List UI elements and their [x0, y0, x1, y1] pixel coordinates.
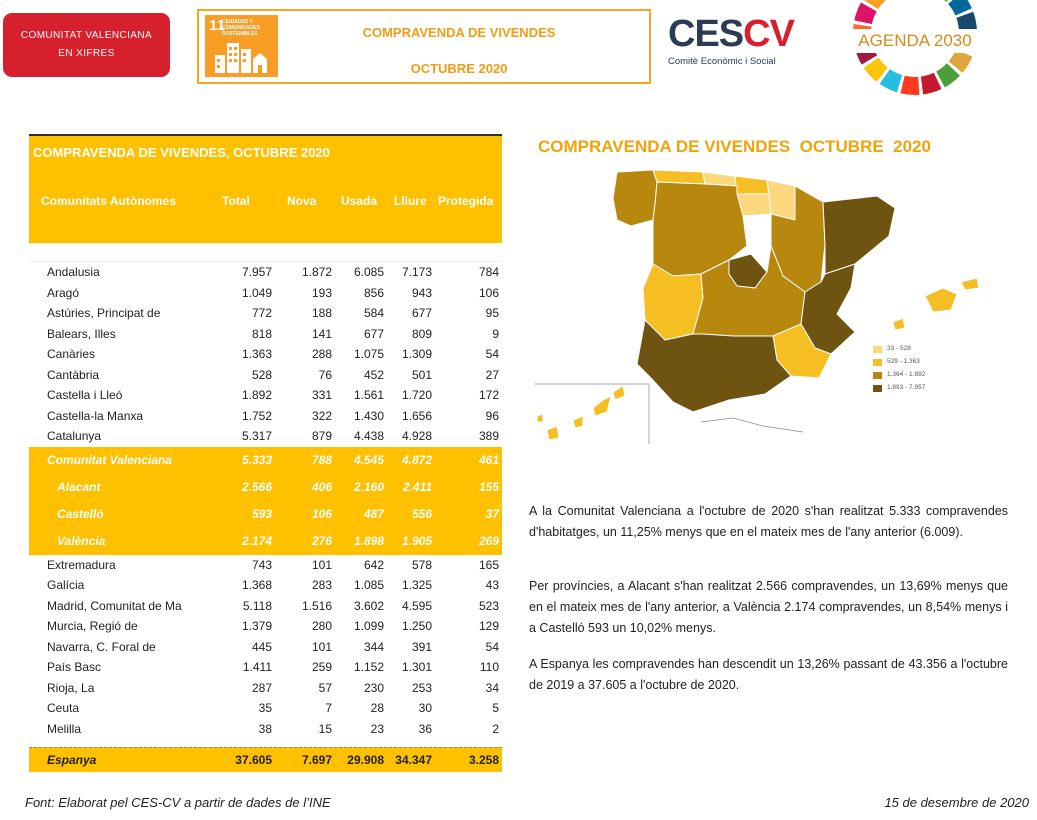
cell-usada: 29.908 — [347, 753, 384, 767]
region-pais-basc — [735, 176, 769, 194]
cell-nova: 406 — [311, 479, 332, 494]
row-name: Murcia, Regió de — [47, 619, 138, 633]
cell-protegida: 54 — [485, 639, 499, 654]
cell-total: 1.049 — [241, 285, 272, 300]
cell-usada: 1.430 — [353, 408, 384, 423]
cell-nova: 7.697 — [301, 753, 332, 767]
badge-line2: EN XIFRES — [58, 48, 115, 59]
cescv-letters-ce: CE — [668, 13, 719, 55]
cell-usada: 1.085 — [353, 578, 384, 592]
row-name: València — [57, 533, 106, 548]
cell-usada: 230 — [363, 680, 384, 695]
table-row — [29, 474, 502, 501]
cell-total: 1.379 — [241, 619, 272, 633]
table-row — [29, 528, 502, 555]
cell-lliure: 1.309 — [401, 347, 432, 361]
region-canaries-2 — [573, 416, 583, 428]
table-title: COMPRAVENDA DE VIVENDES, OCTUBRE 2020 — [29, 134, 502, 168]
cell-total: 1.892 — [241, 388, 272, 402]
cell-protegida: 54 — [485, 347, 499, 361]
sdg-wheel-segment — [921, 73, 942, 95]
cell-total: 1.411 — [242, 660, 272, 674]
cell-total: 5.333 — [241, 452, 272, 467]
cell-total: 445 — [251, 639, 272, 654]
cell-nova: 276 — [311, 533, 332, 548]
table-row — [29, 426, 502, 447]
row-name: Navarra, C. Foral de — [47, 639, 156, 654]
header-title: COMPRAVENDA DE VIVENDES — [362, 25, 556, 40]
cell-lliure: 501 — [411, 367, 432, 382]
comunitat-valenciana-badge — [3, 13, 170, 77]
cell-total: 7.957 — [241, 265, 272, 279]
legend-label: 529 - 1.363 — [887, 358, 920, 365]
cell-protegida: 2 — [492, 721, 499, 736]
cell-nova: 188 — [311, 306, 332, 320]
cell-nova: 141 — [311, 326, 332, 341]
table-row — [29, 365, 502, 386]
row-name: Canàries — [47, 347, 96, 361]
cell-nova: 788 — [311, 452, 332, 467]
cell-usada: 584 — [363, 306, 384, 320]
cell-lliure: 1.301 — [401, 660, 432, 674]
cell-usada: 642 — [363, 557, 384, 572]
row-name: Ceuta — [47, 701, 80, 715]
cell-lliure: 943 — [411, 285, 432, 300]
table-row — [29, 406, 502, 427]
cell-protegida: 110 — [479, 660, 499, 674]
cell-total: 528 — [251, 367, 272, 382]
cell-lliure: 809 — [411, 326, 432, 341]
cell-lliure: 1.720 — [401, 388, 432, 402]
table-spacer — [29, 243, 502, 262]
cell-lliure: 4.595 — [401, 598, 432, 613]
cell-usada: 1.099 — [353, 619, 384, 633]
col-header-protegida: Protegida — [438, 194, 494, 208]
cell-lliure: 1.250 — [401, 619, 432, 633]
cell-nova: 57 — [318, 680, 332, 695]
cell-usada: 23 — [370, 721, 384, 736]
text-paragraph-2: Per províncies, a Alacant s'han realitzat 2.566 compravendes, un 13,69% menys que en el mateix mes de l'any anterior, a València 2.174 compravendes, un 8,54% menys i a Castelló 593 un 10,02% menys. — [529, 579, 1008, 635]
table-row — [29, 344, 502, 365]
row-name: Aragó — [47, 285, 80, 300]
region-canaries-5 — [537, 414, 543, 422]
table-row — [29, 657, 502, 678]
publication-date: 15 de desembre de 2020 — [884, 795, 1029, 810]
cell-protegida: 3.258 — [468, 753, 499, 767]
cell-protegida: 9 — [492, 326, 499, 341]
cell-protegida: 784 — [478, 265, 499, 279]
source-note: Font: Elaborat pel CES-CV a partir de dades de l’INE — [25, 795, 331, 810]
row-name: Castella i Lleó — [47, 388, 123, 402]
cell-protegida: 155 — [478, 479, 499, 494]
row-name: Galícia — [47, 578, 85, 592]
cell-protegida: 95 — [485, 306, 499, 320]
row-name: Andalusia — [47, 265, 100, 279]
cell-usada: 2.160 — [353, 479, 384, 494]
cell-protegida: 389 — [478, 429, 499, 443]
cell-lliure: 34.347 — [395, 753, 432, 767]
cell-protegida: 523 — [478, 598, 499, 613]
cell-nova: 15 — [318, 721, 332, 736]
header-title-box — [197, 9, 651, 84]
cell-total: 593 — [251, 506, 272, 521]
row-name: Comunitat Valenciana — [47, 452, 172, 467]
sdg-wheel-segment — [948, 0, 972, 15]
table-body-top — [29, 262, 502, 447]
north-africa-coast — [701, 418, 803, 432]
row-name: Cantàbria — [47, 367, 100, 382]
table-row — [29, 283, 502, 304]
cell-lliure: 391 — [411, 639, 432, 654]
row-name: Balears, Illes — [47, 326, 116, 341]
cell-lliure: 556 — [411, 506, 432, 521]
cell-usada: 3.602 — [353, 598, 384, 613]
table-row — [29, 262, 502, 283]
col-header-usada: Usada — [341, 194, 378, 208]
cell-nova: 322 — [311, 408, 332, 423]
cell-protegida: 96 — [485, 408, 499, 423]
cell-nova: 193 — [311, 285, 332, 300]
table-row — [29, 637, 502, 658]
legend-swatch — [873, 346, 882, 353]
cell-usada: 4.438 — [353, 429, 384, 443]
cell-protegida: 269 — [478, 533, 499, 548]
row-name: País Basc — [47, 660, 102, 674]
badge-line1: COMUNITAT VALENCIANA — [20, 30, 153, 41]
legend-swatch — [873, 372, 882, 379]
region-canaries-4 — [613, 386, 625, 400]
region-balears-menorca — [961, 278, 979, 290]
region-catalunya — [823, 196, 895, 274]
cell-usada: 1.075 — [353, 347, 384, 361]
cell-protegida: 172 — [478, 388, 499, 402]
table-row — [29, 447, 502, 474]
cell-usada: 856 — [363, 285, 384, 300]
row-name: Alacant — [57, 479, 101, 494]
cell-lliure: 36 — [418, 721, 432, 736]
cell-total: 1.363 — [241, 347, 272, 361]
cell-usada: 1.152 — [353, 660, 384, 674]
cell-total: 5.317 — [241, 429, 272, 443]
cell-lliure: 1.656 — [401, 408, 432, 423]
cell-usada: 677 — [363, 326, 384, 341]
cell-nova: 7 — [325, 701, 332, 715]
col-header-total: Total — [222, 194, 250, 208]
spain-choropleth-map — [533, 164, 993, 449]
cell-total: 38 — [258, 721, 272, 736]
agenda-2030-text: AGENDA 2030 — [849, 29, 981, 53]
cell-nova: 1.516 — [301, 598, 332, 613]
row-name: Madrid, Comunitat de Ma — [47, 598, 182, 613]
cell-total: 35 — [258, 701, 272, 715]
table-row — [29, 575, 502, 596]
cell-nova: 259 — [311, 660, 332, 674]
table-row — [29, 616, 502, 637]
table-row — [29, 501, 502, 528]
cell-lliure: 4.928 — [401, 429, 432, 443]
cell-nova: 280 — [311, 619, 332, 633]
cell-usada: 452 — [363, 367, 384, 382]
col-header-lliure: Lliure — [394, 194, 427, 208]
cell-usada: 4.545 — [353, 452, 384, 467]
agenda-2030-logo — [840, 0, 990, 96]
cell-nova: 1.872 — [301, 265, 332, 279]
text-paragraph-3: A Espanya les compravendes han descendit un 13,26% passant de 43.356 a l'octubre de 2019 a 37.605 a l'octubre de 2020. — [529, 657, 1008, 692]
cell-protegida: 27 — [485, 367, 499, 382]
cell-lliure: 1.905 — [401, 533, 432, 548]
table-row — [29, 385, 502, 406]
region-balears-eivissa — [893, 318, 905, 330]
row-name: Astúries, Principat de — [47, 306, 161, 320]
row-name: Catalunya — [47, 429, 102, 443]
cescv-logo — [668, 14, 798, 76]
cell-usada: 6.085 — [353, 265, 384, 279]
cell-lliure: 30 — [418, 701, 432, 715]
cell-total: 1.752 — [241, 408, 272, 423]
cell-usada: 1.898 — [353, 533, 384, 548]
cescv-letters-cv: CV — [743, 13, 794, 55]
cell-usada: 344 — [363, 639, 384, 654]
sdg-wheel-segment — [900, 76, 919, 95]
cell-nova: 106 — [311, 506, 332, 521]
cell-lliure: 578 — [411, 557, 432, 572]
cell-protegida: 461 — [478, 452, 499, 467]
region-canaries-3 — [593, 396, 611, 416]
cell-total: 2.174 — [241, 533, 272, 548]
table-row — [29, 555, 502, 576]
cell-protegida: 34 — [485, 680, 499, 695]
cell-total: 818 — [251, 326, 272, 341]
cell-lliure: 2.411 — [402, 479, 432, 494]
cell-protegida: 43 — [485, 578, 499, 592]
legend-label: 33 - 528 — [887, 345, 911, 352]
cell-usada: 1.561 — [353, 388, 384, 402]
table-header — [29, 168, 502, 243]
table-row — [29, 719, 502, 740]
cell-nova: 101 — [311, 557, 332, 572]
cell-lliure: 7.173 — [401, 265, 432, 279]
cell-total: 1.368 — [241, 578, 272, 592]
table-row — [29, 596, 502, 617]
table-row — [29, 698, 502, 719]
map-title: COMPRAVENDA DE VIVENDES OCTUBRE 2020 — [538, 137, 931, 156]
table-row — [29, 747, 502, 772]
col-header-nova: Nova — [287, 194, 317, 208]
cell-total: 37.605 — [235, 753, 272, 767]
cell-nova: 331 — [311, 388, 332, 402]
cell-lliure: 1.325 — [401, 578, 432, 592]
col-header-community: Comunitats Autònomes — [41, 194, 176, 208]
cell-usada: 487 — [363, 506, 384, 521]
table-row — [29, 678, 502, 699]
cell-protegida: 37 — [485, 506, 499, 521]
text-paragraph-1: A la Comunitat Valenciana a l'octubre de 2020 s'han realitzat 5.333 compravendes d'habitatges, un 11,25% menys que en el mateix mes de l'any anterior (6.009). — [529, 504, 1008, 539]
row-name: Extremadura — [47, 557, 116, 572]
region-galicia — [613, 170, 657, 226]
legend-label: 1.893 - 7.957 — [887, 384, 926, 391]
row-name: Rioja, La — [47, 680, 95, 695]
table-row — [29, 303, 502, 324]
cell-protegida: 106 — [478, 285, 499, 300]
row-name: Castella-la Manxa — [47, 408, 144, 423]
cell-nova: 76 — [318, 367, 332, 382]
legend-label: 1.364 - 1.892 — [887, 371, 926, 378]
ods-11-icon — [205, 15, 278, 77]
cell-total: 287 — [251, 680, 272, 695]
cell-lliure: 253 — [411, 680, 432, 695]
cell-nova: 879 — [311, 429, 332, 443]
cescv-subtitle: Comitè Econòmic i Social — [668, 56, 776, 67]
cell-usada: 28 — [370, 701, 384, 715]
cell-nova: 283 — [311, 578, 332, 592]
ods-number: 11 — [209, 17, 225, 34]
cell-total: 5.118 — [242, 598, 272, 613]
cell-protegida: 5 — [492, 701, 499, 715]
cell-total: 2.566 — [241, 479, 272, 494]
table-body-valencia — [29, 447, 502, 555]
legend-swatch — [873, 385, 882, 392]
row-name: Melilla — [47, 721, 82, 736]
cell-lliure: 677 — [411, 306, 432, 320]
cell-nova: 101 — [311, 639, 332, 654]
row-name: Espanya — [47, 753, 97, 767]
table-body-bottom — [29, 555, 502, 740]
cell-lliure: 4.872 — [401, 452, 432, 467]
region-balears-mallorca — [925, 288, 957, 312]
sales-table — [29, 134, 502, 772]
ods-text: CIUDADES Y COMUNIDADES SOSTENIBLES — [222, 19, 260, 37]
cell-total: 743 — [251, 557, 272, 572]
cell-protegida: 165 — [478, 557, 499, 572]
region-canaries-1 — [547, 426, 559, 440]
cell-protegida: 129 — [478, 619, 499, 633]
city-buildings-icon — [213, 39, 269, 75]
table-total — [29, 747, 502, 772]
cell-total: 772 — [251, 306, 272, 320]
cell-nova: 288 — [311, 347, 332, 361]
row-name: Castelló — [57, 506, 104, 521]
legend-swatch — [873, 359, 882, 366]
cescv-letter-s: S — [718, 13, 744, 55]
table-row — [29, 324, 502, 345]
header-subtitle: OCTUBRE 2020 — [410, 61, 508, 76]
